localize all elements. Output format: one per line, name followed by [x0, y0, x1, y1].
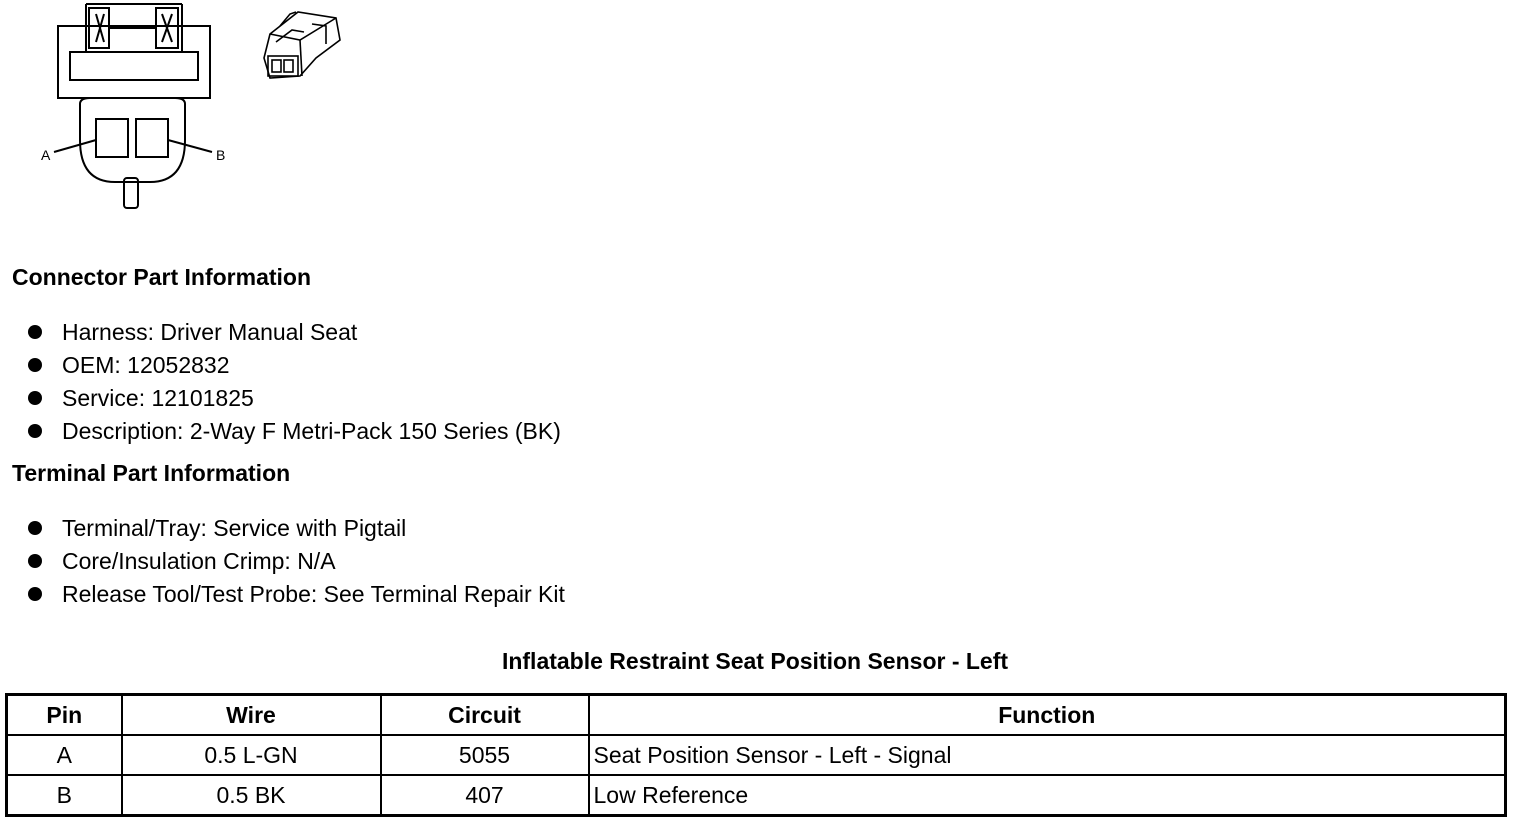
list-item: Release Tool/Test Probe: See Terminal Repair Kit	[28, 578, 565, 611]
list-item: Service: 12101825	[28, 382, 561, 415]
terminal-info-list	[28, 512, 565, 611]
table-title: Inflatable Restraint Seat Position Sensor - Left	[501, 648, 1009, 674]
bullet-icon	[28, 554, 42, 568]
bullet-icon	[28, 587, 42, 601]
table-row	[7, 735, 1506, 775]
cell-pin: B	[7, 775, 122, 816]
list-item: Harness: Driver Manual Seat	[28, 316, 561, 349]
terminal-section-title: Terminal Part Information	[12, 460, 291, 486]
cell-circuit: 407	[381, 775, 589, 816]
bullet-icon	[28, 391, 42, 405]
header-function: Function	[589, 695, 1506, 736]
cell-wire: 0.5 BK	[122, 775, 381, 816]
connector-upper-body	[58, 26, 210, 98]
header-circuit: Circuit	[381, 695, 589, 736]
cell-circuit: 5055	[381, 735, 589, 775]
cavity-a	[96, 119, 128, 157]
connector-iso-view	[264, 12, 340, 78]
pin-a-label: A	[41, 147, 51, 163]
table-header-row	[7, 695, 1506, 736]
list-item: OEM: 12052832	[28, 349, 561, 382]
table-row	[7, 775, 1506, 816]
bullet-icon	[28, 325, 42, 339]
header-wire: Wire	[122, 695, 381, 736]
bullet-icon	[28, 521, 42, 535]
list-item: Terminal/Tray: Service with Pigtail	[28, 512, 565, 545]
connector-section-title: Connector Part Information	[12, 264, 312, 290]
list-item: Description: 2-Way F Metri-Pack 150 Series (BK)	[28, 415, 561, 448]
pin-b-label: B	[216, 147, 226, 163]
pin-table	[5, 693, 1507, 817]
header-pin: Pin	[7, 695, 122, 736]
cell-function: Low Reference	[589, 775, 1506, 816]
cavity-b	[136, 119, 168, 157]
cell-function: Seat Position Sensor - Left - Signal	[589, 735, 1506, 775]
connector-info-list	[28, 316, 561, 448]
cell-pin: A	[7, 735, 122, 775]
list-item: Core/Insulation Crimp: N/A	[28, 545, 565, 578]
bullet-icon	[28, 358, 42, 372]
connector-diagram	[0, 0, 360, 220]
bullet-icon	[28, 424, 42, 438]
cell-wire: 0.5 L-GN	[122, 735, 381, 775]
